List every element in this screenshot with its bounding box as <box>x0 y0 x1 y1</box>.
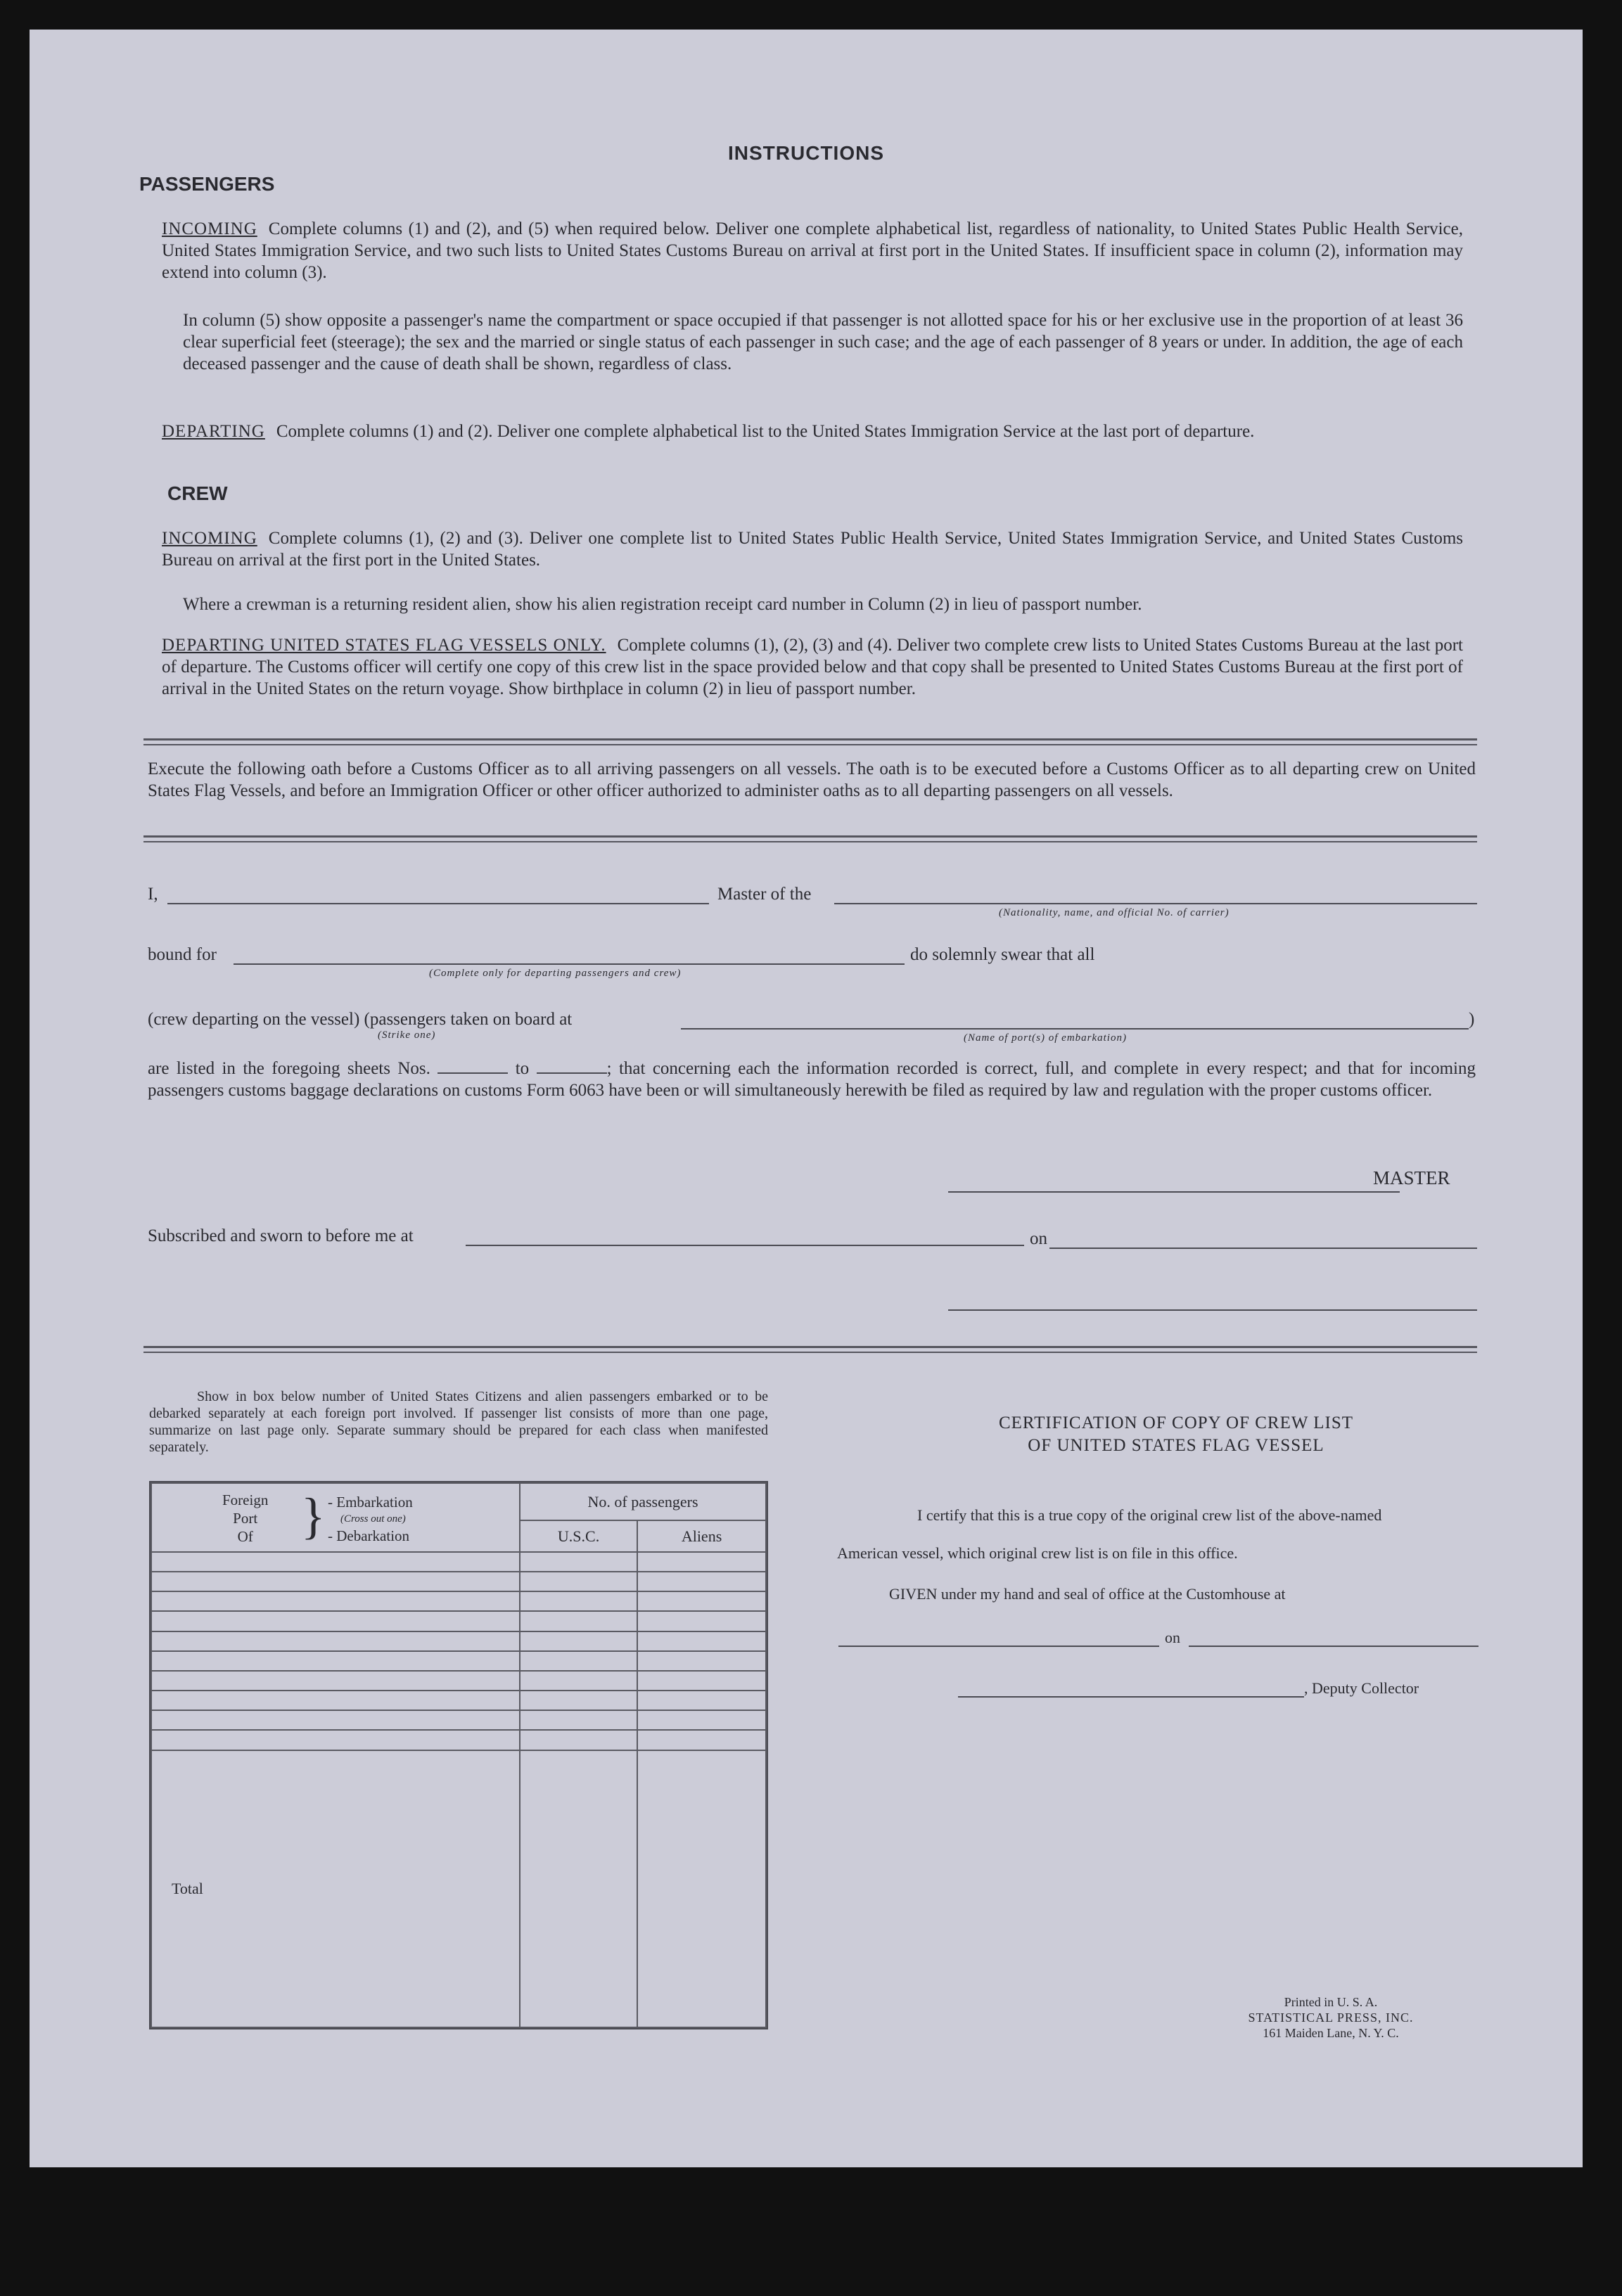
printer-line1: Printed in U. S. A. <box>1284 1995 1378 2009</box>
aliens-header: Aliens <box>637 1520 766 1552</box>
debarkation-option[interactable]: - Debarkation <box>328 1527 410 1544</box>
printer-line3: 161 Maiden Lane, N. Y. C. <box>1263 2026 1399 2040</box>
sworn-on-label: on <box>1030 1229 1047 1248</box>
aliens-total-cell[interactable] <box>637 1750 766 2027</box>
printer-line2: STATISTICAL PRESS, INC. <box>1248 2010 1414 2025</box>
passengers-departing-lead: DEPARTING <box>162 422 265 441</box>
sworn-place-field[interactable] <box>466 1245 1024 1246</box>
usc-cell[interactable] <box>520 1552 637 1572</box>
usc-cell[interactable] <box>520 1671 637 1691</box>
divider <box>143 738 1477 740</box>
table-row <box>151 1710 766 1730</box>
ports-hint: (Name of port(s) of embarkation) <box>964 1032 1127 1044</box>
deputy-signature-field[interactable] <box>958 1696 1304 1698</box>
to-label: to <box>515 1059 530 1078</box>
aliens-cell[interactable] <box>637 1651 766 1671</box>
port-label: Port <box>233 1510 258 1527</box>
crew-departing-paragraph <box>162 634 1463 700</box>
aliens-cell[interactable] <box>637 1611 766 1631</box>
cross-out-hint: (Cross out one) <box>340 1513 406 1525</box>
crew-departing-text: Complete columns (1), (2), (3) and (4). Deliver two complete crew lists to United States Customs Bureau at the last port of departure. The Customs officer will certify one copy of this crew list in the space provided below and that copy shall be presented to United States Customs Bureau at the first port of arrival in the United States on the return voyage. Show birthplace in column (2) in lieu of passport number. <box>162 636 1463 698</box>
port-cell[interactable] <box>151 1691 520 1710</box>
table-row <box>151 1611 766 1631</box>
table-row <box>151 1631 766 1651</box>
table-row <box>151 1572 766 1591</box>
aliens-cell[interactable] <box>637 1552 766 1572</box>
master-of-label: Master of the <box>717 885 812 904</box>
of-label: Of <box>237 1528 253 1545</box>
carrier-field[interactable] <box>834 903 1477 904</box>
close-paren: ) <box>1469 1010 1475 1029</box>
box-note: Show in box below number of United States Citizens and alien passengers embarked or to be debarked separately at each foreign port involved. If passenger list consists of more than one page, summarize on last page only. Separate summary should be prepared for each class when manifested separately. <box>149 1389 768 1455</box>
aliens-cell[interactable] <box>637 1691 766 1710</box>
strike-options-label: (crew departing on the vessel) (passengers taken on board at <box>148 1010 573 1029</box>
passenger-summary-box <box>149 1481 768 2029</box>
port-cell[interactable] <box>151 1611 520 1631</box>
aliens-cell[interactable] <box>637 1730 766 1750</box>
listed-paragraph <box>148 1058 1476 1101</box>
cert-on-label: on <box>1165 1629 1180 1646</box>
usc-cell[interactable] <box>520 1710 637 1730</box>
bound-for-field[interactable] <box>234 963 905 965</box>
usc-cell[interactable] <box>520 1631 637 1651</box>
passengers-departing-text: Complete columns (1) and (2). Deliver one complete alphabetical list to the United States Immigration Service at the last port of departure. <box>276 422 1255 441</box>
crew-heading: CREW <box>167 482 228 504</box>
port-cell[interactable] <box>151 1591 520 1611</box>
passengers-departing-paragraph <box>162 421 1463 442</box>
passengers-incoming-paragraph <box>162 218 1463 283</box>
customhouse-field[interactable] <box>838 1646 1159 1647</box>
table-row <box>151 1591 766 1611</box>
port-cell[interactable] <box>151 1671 520 1691</box>
swear-label: do solemnly swear that all <box>910 945 1095 964</box>
carrier-hint: (Nationality, name, and official No. of carrier) <box>999 907 1230 918</box>
divider <box>143 1346 1477 1348</box>
sheet-to-field[interactable] <box>537 1060 607 1074</box>
table-row <box>151 1691 766 1710</box>
aliens-cell[interactable] <box>637 1572 766 1591</box>
passengers-incoming-lead: INCOMING <box>162 219 257 238</box>
divider <box>143 835 1477 838</box>
bound-for-label: bound for <box>148 945 217 964</box>
foreign-label: Foreign <box>222 1492 269 1508</box>
cert-date-field[interactable] <box>1189 1646 1479 1647</box>
table-row <box>151 1651 766 1671</box>
certification-title-line2: OF UNITED STATES FLAG VESSEL <box>1028 1436 1324 1455</box>
given-line: GIVEN under my hand and seal of office at the Customhouse at <box>889 1585 1286 1603</box>
usc-cell[interactable] <box>520 1611 637 1631</box>
passengers-column5-paragraph: In column (5) show opposite a passenger's name the compartment or space occupied if that passenger is not allotted space for his or her exclusive use in the proportion of at least 36 clear superficial feet (steerage); the sex and the married or single status of each passenger in such case; and the age of each passenger of 8 years or under. In addition, the age of each deceased passenger and the cause of death shall be shown, regardless of class. <box>183 311 1463 373</box>
crew-resident-paragraph: Where a crewman is a returning resident alien, show his alien registration receipt card number in Column (2) in lieu of passport number. <box>183 595 1142 614</box>
printer-imprint <box>1225 1994 1436 2041</box>
crew-incoming-text: Complete columns (1), (2) and (3). Deliver one complete list to United States Public Health Service, United States Immigration Service, and United States Customs Bureau on arrival at the first port in the United States. <box>162 529 1463 570</box>
usc-cell[interactable] <box>520 1730 637 1750</box>
aliens-cell[interactable] <box>637 1671 766 1691</box>
table-row <box>151 1552 766 1572</box>
sworn-date-field[interactable] <box>1049 1248 1477 1249</box>
certify-line2: American vessel, which original crew list is on file in this office. <box>837 1544 1238 1562</box>
page-title: INSTRUCTIONS <box>728 142 884 164</box>
usc-cell[interactable] <box>520 1691 637 1710</box>
bound-for-hint: (Complete only for departing passengers and crew) <box>429 968 682 979</box>
subscribed-label: Subscribed and sworn to before me at <box>148 1226 414 1245</box>
listed-prefix: are listed in the foregoing sheets Nos. <box>148 1059 430 1078</box>
crew-incoming-paragraph <box>162 527 1463 571</box>
table-row <box>151 1671 766 1691</box>
port-cell[interactable] <box>151 1552 520 1572</box>
sheet-from-field[interactable] <box>438 1060 508 1074</box>
oath-i-label: I, <box>148 885 158 904</box>
oath-intro: Execute the following oath before a Customs Officer as to all arriving passengers on all vessels. The oath is to be executed before a Customs Officer as to all departing crew on United States Flag Vessels, and before an Immigration Officer or other officer authorized to administer oaths as to all departing passengers on all vessels. <box>148 759 1476 800</box>
port-cell[interactable] <box>151 1631 520 1651</box>
port-cell[interactable] <box>151 1710 520 1730</box>
passenger-summary-table <box>151 1482 767 2028</box>
deputy-collector-label: , Deputy Collector <box>1304 1679 1419 1697</box>
brace-glyph: } <box>301 1488 326 1544</box>
aliens-cell[interactable] <box>637 1631 766 1651</box>
port-header-cell <box>151 1483 520 1552</box>
usc-cell[interactable] <box>520 1572 637 1591</box>
usc-cell[interactable] <box>520 1591 637 1611</box>
crew-incoming-lead: INCOMING <box>162 529 257 548</box>
certification-title-line1: CERTIFICATION OF COPY OF CREW LIST <box>998 1413 1354 1432</box>
aliens-cell[interactable] <box>637 1591 766 1611</box>
officer-signature-field[interactable] <box>948 1309 1477 1311</box>
usc-total-cell[interactable] <box>520 1750 637 2027</box>
master-label: MASTER <box>1373 1167 1450 1188</box>
port-cell[interactable] <box>151 1730 520 1750</box>
master-name-field[interactable] <box>167 903 709 904</box>
port-cell[interactable] <box>151 1572 520 1591</box>
crew-departing-lead: DEPARTING UNITED STATES FLAG VESSELS ONLY. <box>162 636 606 655</box>
divider <box>143 1352 1477 1353</box>
total-label: Total <box>151 1750 520 2027</box>
passengers-heading: PASSENGERS <box>139 173 275 195</box>
total-row <box>151 1750 766 2027</box>
listed-rest: ; that concerning each the information recorded is correct, full, and complete in every respect; and that for incoming passengers customs baggage declarations on customs Form 6063 have been or will simultaneously herewith be filed as required by law and regulation with the proper customs officer. <box>148 1059 1476 1100</box>
table-row <box>151 1730 766 1750</box>
ports-of-embarkation-field[interactable] <box>681 1028 1469 1030</box>
usc-cell[interactable] <box>520 1651 637 1671</box>
certification-title <box>909 1412 1443 1457</box>
passengers-incoming-text: Complete columns (1) and (2), and (5) when required below. Deliver one complete alphabetical list, regardless of nationality, to United States Public Health Service, United States Immigration Service, and two such lists to United States Customs Bureau on arrival at first port in the United States. If insufficient space in column (2), information may extend into column (3). <box>162 219 1463 282</box>
usc-header: U.S.C. <box>520 1520 637 1552</box>
port-cell[interactable] <box>151 1651 520 1671</box>
embarkation-option[interactable]: - Embarkation <box>328 1494 413 1511</box>
no-of-passengers-header: No. of passengers <box>520 1483 766 1520</box>
divider <box>143 744 1477 745</box>
certify-line1: I certify that this is a true copy of the original crew list of the above-named <box>917 1506 1382 1524</box>
form-page <box>30 30 1583 2167</box>
aliens-cell[interactable] <box>637 1710 766 1730</box>
master-signature-field[interactable] <box>948 1191 1400 1193</box>
divider <box>143 841 1477 842</box>
strike-hint: (Strike one) <box>378 1030 436 1041</box>
